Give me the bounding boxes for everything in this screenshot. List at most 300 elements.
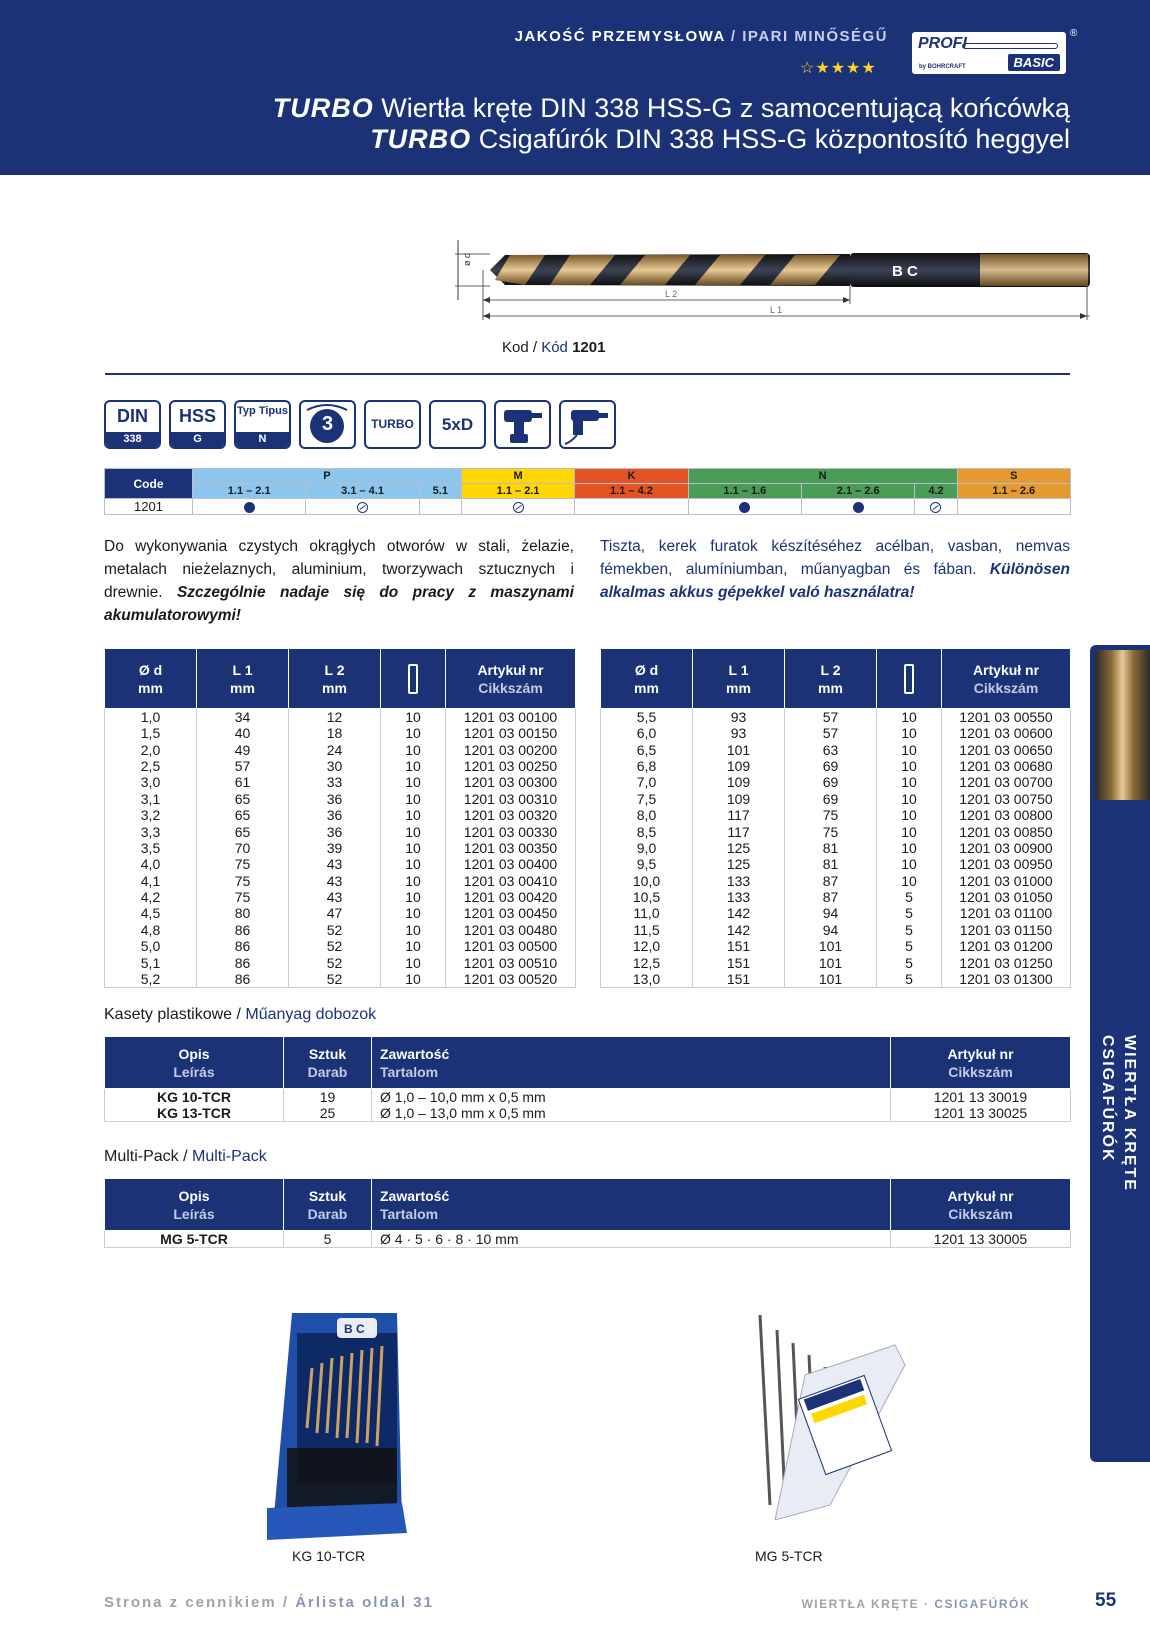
article-no-cell: 1201 03 00850 xyxy=(942,823,1071,839)
length-l1-cell: 93 xyxy=(693,725,785,741)
table-row xyxy=(105,971,576,988)
multipack-table xyxy=(104,1178,1071,1248)
description-pl xyxy=(104,535,574,627)
diameter-cell: 5,2 xyxy=(105,971,197,988)
diameter-cell: 8,5 xyxy=(601,823,693,839)
length-l1-cell: 117 xyxy=(693,823,785,839)
article-no-cell: 1201 03 01250 xyxy=(942,954,1071,970)
length-l2-cell: 52 xyxy=(289,938,381,954)
length-l2-cell: 33 xyxy=(289,774,381,790)
col-d-unit: mm xyxy=(138,679,163,696)
col-l1-unit: mm xyxy=(230,679,255,696)
footer-price-ref xyxy=(104,1594,434,1611)
article-no-cell: 1201 03 00450 xyxy=(446,905,576,921)
length-l2-cell: 69 xyxy=(785,774,877,790)
col-zawartosc xyxy=(372,1179,891,1231)
limited-circle-icon xyxy=(513,502,524,513)
length-l1-cell: 125 xyxy=(693,856,785,872)
length-l2-cell: 94 xyxy=(785,905,877,921)
kod-pl: Kod / xyxy=(502,339,542,356)
length-l2-cell: 69 xyxy=(785,758,877,774)
description-hu-emphasis: Különösen alkalmas akkus gépekkel való használatra! xyxy=(600,561,1070,601)
pack-box-icon xyxy=(408,664,418,694)
pack-qty-cell: 10 xyxy=(381,873,446,889)
table-row xyxy=(601,856,1071,872)
photo-caption-kg10: KG 10-TCR xyxy=(292,1548,366,1564)
article-no-cell: 1201 03 00600 xyxy=(942,725,1071,741)
cases-heading xyxy=(104,1006,376,1024)
diameter-cell: 3,3 xyxy=(105,823,197,839)
article-no-cell: 1201 03 00200 xyxy=(446,741,576,757)
footer-price-hu: Árlista oldal 31 xyxy=(295,1594,434,1611)
range-p-1: 1.1 – 2.1 xyxy=(193,484,306,499)
material-mark-7 xyxy=(915,499,957,515)
table-row xyxy=(105,709,576,726)
diameter-cell: 10,5 xyxy=(601,889,693,905)
pack-qty-cell: 10 xyxy=(381,725,446,741)
cases-heading-pl: Kasety plastikowe / xyxy=(104,1006,246,1023)
table-row xyxy=(601,954,1071,970)
col-d xyxy=(601,649,693,709)
length-l2-cell: 101 xyxy=(785,954,877,970)
col-l1 xyxy=(197,649,289,709)
article-no-cell: 1201 03 00650 xyxy=(942,741,1071,757)
pack-qty-cell: 5 xyxy=(877,922,942,938)
turbo-icon xyxy=(364,400,421,449)
article-no-cell: 1201 03 00900 xyxy=(942,840,1071,856)
col-article-hu: Cikkszám xyxy=(973,679,1039,696)
pack-qty-cell: 5 xyxy=(877,889,942,905)
diameter-cell: 12,0 xyxy=(601,938,693,954)
set-name-cell: MG 5-TCR xyxy=(105,1231,284,1248)
diameter-cell: 9,5 xyxy=(601,856,693,872)
title-pl-brand: TURBO xyxy=(272,93,374,123)
table-row xyxy=(105,758,576,774)
col-opis-label: Opis xyxy=(178,1045,210,1062)
corded-drill-icon xyxy=(559,400,616,449)
table-row xyxy=(105,823,576,839)
col-article-hu: Cikkszám xyxy=(478,679,543,696)
length-l2-cell: 39 xyxy=(289,840,381,856)
diameter-cell: 2,5 xyxy=(105,758,197,774)
length-l1-cell: 65 xyxy=(197,823,289,839)
side-drill-image xyxy=(1095,650,1150,800)
article-no-cell: 1201 03 00420 xyxy=(446,889,576,905)
range-n-3: 4.2 xyxy=(915,484,957,499)
drill-shank-tip xyxy=(980,254,1088,286)
table-row xyxy=(105,840,576,856)
diameter-cell: 1,5 xyxy=(105,725,197,741)
limited-circle-icon xyxy=(930,502,941,513)
col-l1-label: L 1 xyxy=(728,661,749,678)
hss-icon-bottom: G xyxy=(171,432,224,447)
pack-qty-cell: 10 xyxy=(877,774,942,790)
article-no-cell: 1201 03 00330 xyxy=(446,823,576,839)
pack-qty-cell: 10 xyxy=(381,905,446,921)
footer-section xyxy=(801,1597,1030,1611)
material-mark-6 xyxy=(802,499,915,515)
col-l1-label: L 1 xyxy=(232,661,253,678)
length-l2-cell: 36 xyxy=(289,791,381,807)
col-d-label: Ø d xyxy=(634,661,659,678)
dim-l2-label: L 2 xyxy=(665,289,678,299)
col-article xyxy=(446,649,576,709)
code-header: Code xyxy=(105,469,193,499)
table-row xyxy=(105,938,576,954)
col-artykul-label: Artykuł nr xyxy=(947,1045,1014,1062)
length-l2-cell: 24 xyxy=(289,741,381,757)
col-pack xyxy=(381,649,446,709)
header-band xyxy=(0,0,1150,175)
length-l2-cell: 43 xyxy=(289,873,381,889)
range-m-1: 1.1 – 2.1 xyxy=(461,484,574,499)
table-row xyxy=(105,873,576,889)
quality-separator: / xyxy=(725,28,743,45)
article-no-cell: 1201 03 00400 xyxy=(446,856,576,872)
set-content-cell: Ø 1,0 – 10,0 mm x 0,5 mm xyxy=(372,1089,891,1106)
pack-qty-cell: 10 xyxy=(877,741,942,757)
length-l1-cell: 109 xyxy=(693,758,785,774)
length-l1-cell: 109 xyxy=(693,774,785,790)
length-l1-cell: 151 xyxy=(693,954,785,970)
article-no-cell: 1201 03 00410 xyxy=(446,873,576,889)
col-opis xyxy=(105,1037,284,1089)
drill-brand: B C xyxy=(892,263,918,280)
diameter-cell: 12,5 xyxy=(601,954,693,970)
title-hu-text: Csigafúrók DIN 338 HSS-G központosító heggyel xyxy=(471,124,1070,154)
col-zawartosc-hu: Tartalom xyxy=(380,1063,439,1080)
table-row xyxy=(601,758,1071,774)
diameter-cell: 13,0 xyxy=(601,971,693,988)
diameter-cell: 6,0 xyxy=(601,725,693,741)
set-count-cell: 5 xyxy=(284,1231,372,1248)
pack-qty-cell: 5 xyxy=(877,954,942,970)
length-l1-cell: 49 xyxy=(197,741,289,757)
pack-qty-cell: 10 xyxy=(381,971,446,988)
split-point-icon xyxy=(299,400,356,449)
title-pl-text: Wiertła kręte DIN 338 HSS-G z samocentującą końcówką xyxy=(373,93,1070,123)
col-zawartosc-hu: Tartalom xyxy=(380,1205,439,1222)
table-row xyxy=(105,1105,1071,1122)
col-opis-label: Opis xyxy=(178,1187,210,1204)
article-no-cell: 1201 03 00300 xyxy=(446,774,576,790)
length-l2-cell: 63 xyxy=(785,741,877,757)
side-tab-line2: CSIGAFÚRÓK xyxy=(1099,1035,1116,1163)
range-n-2: 2.1 – 2.6 xyxy=(802,484,915,499)
diameter-cell: 11,0 xyxy=(601,905,693,921)
material-mark-5 xyxy=(688,499,801,515)
set-content-cell: Ø 4 · 5 · 6 · 8 · 10 mm xyxy=(372,1231,891,1248)
material-mark-2 xyxy=(419,499,461,515)
page-number: 55 xyxy=(1095,1590,1117,1611)
quality-label xyxy=(515,28,888,45)
table-row xyxy=(601,791,1071,807)
suitable-dot-icon xyxy=(244,502,255,513)
pack-qty-cell: 10 xyxy=(877,840,942,856)
col-l2 xyxy=(289,649,381,709)
article-no-cell: 1201 03 01150 xyxy=(942,922,1071,938)
split-point-number: 3 xyxy=(321,413,334,435)
side-tab-line1: WIERTŁA KRĘTE xyxy=(1121,1035,1138,1192)
length-l1-cell: 86 xyxy=(197,922,289,938)
article-no-cell: 1201 03 00550 xyxy=(942,709,1071,726)
length-l1-cell: 133 xyxy=(693,889,785,905)
pack-qty-cell: 10 xyxy=(381,807,446,823)
registered-mark: ® xyxy=(1070,28,1078,39)
length-l1-cell: 133 xyxy=(693,873,785,889)
table-row xyxy=(105,725,576,741)
set-article-cell: 1201 13 30025 xyxy=(891,1105,1071,1122)
logo-profi: PROFI xyxy=(918,35,967,52)
table-row xyxy=(105,741,576,757)
table-row xyxy=(601,873,1071,889)
pack-qty-cell: 10 xyxy=(381,922,446,938)
length-l2-cell: 12 xyxy=(289,709,381,726)
length-l2-cell: 52 xyxy=(289,922,381,938)
length-l2-cell: 81 xyxy=(785,856,877,872)
diameter-cell: 5,1 xyxy=(105,954,197,970)
quality-pl: JAKOŚĆ PRZEMYSŁOWA xyxy=(514,28,726,45)
length-l1-cell: 57 xyxy=(197,758,289,774)
title-hu xyxy=(370,124,1070,155)
pack-qty-cell: 10 xyxy=(877,725,942,741)
material-mark-3 xyxy=(461,499,574,515)
type-icon xyxy=(234,400,291,449)
length-l2-cell: 87 xyxy=(785,873,877,889)
col-article xyxy=(942,649,1071,709)
table-row xyxy=(105,807,576,823)
group-s: S xyxy=(957,469,1070,484)
pack-qty-cell: 10 xyxy=(877,791,942,807)
group-p: P xyxy=(193,469,462,484)
col-opis-hu: Leírás xyxy=(173,1063,215,1080)
pack-qty-cell: 10 xyxy=(381,823,446,839)
group-m: M xyxy=(461,469,574,484)
col-sztuk xyxy=(284,1179,372,1231)
article-no-cell: 1201 03 00750 xyxy=(942,791,1071,807)
logo-basic: BASIC xyxy=(1008,54,1060,71)
din-icon-top: DIN xyxy=(117,406,148,426)
table-row xyxy=(601,938,1071,954)
material-mark-8 xyxy=(957,499,1070,515)
diameter-cell: 7,5 xyxy=(601,791,693,807)
col-l2-unit: mm xyxy=(818,679,843,696)
description-pl-emphasis: Szczególnie nadaje się do pracy z maszynami akumulatorowymi! xyxy=(104,584,574,624)
table-row xyxy=(105,791,576,807)
pack-qty-cell: 10 xyxy=(381,774,446,790)
description-hu-text: Tiszta, kerek furatok készítéséhez acélban, vasban, nemvas fémekben, alumíniumban, műanyagban és fában. xyxy=(600,538,1070,578)
article-no-cell: 1201 03 00310 xyxy=(446,791,576,807)
length-l1-cell: 109 xyxy=(693,791,785,807)
turbo-icon-label: TURBO xyxy=(371,417,414,431)
rating-stars: ☆★★★★ xyxy=(800,60,877,77)
title-pl xyxy=(273,93,1070,124)
set-article-cell: 1201 13 30019 xyxy=(891,1089,1071,1106)
set-count-cell: 19 xyxy=(284,1089,372,1106)
length-l2-cell: 94 xyxy=(785,922,877,938)
dim-l1-label: L 1 xyxy=(770,305,783,315)
pack-qty-cell: 10 xyxy=(381,741,446,757)
length-l1-cell: 75 xyxy=(197,856,289,872)
cases-heading-hu: Műanyag dobozok xyxy=(245,1006,377,1023)
col-l2-label: L 2 xyxy=(820,661,841,678)
article-no-cell: 1201 03 00500 xyxy=(446,938,576,954)
title-hu-brand: TURBO xyxy=(370,124,472,154)
footer-section-pl: WIERTŁA KRĘTE · xyxy=(801,1597,935,1611)
pack-qty-cell: 5 xyxy=(877,938,942,954)
kod-hu: Kód xyxy=(541,339,573,356)
diameter-cell: 6,8 xyxy=(601,758,693,774)
diameter-cell: 4,8 xyxy=(105,922,197,938)
article-no-cell: 1201 03 00700 xyxy=(942,774,1071,790)
article-no-cell: 1201 03 01200 xyxy=(942,938,1071,954)
article-no-cell: 1201 03 00320 xyxy=(446,807,576,823)
length-l1-cell: 125 xyxy=(693,840,785,856)
description-pl-text: Do wykonywania czystych okrągłych otworów w stali, żelazie, metalach nieżelaznych, aluminium, tworzywach sztucznych i drewnie. xyxy=(104,538,574,601)
length-l1-cell: 151 xyxy=(693,938,785,954)
col-l1-unit: mm xyxy=(726,679,751,696)
length-l1-cell: 86 xyxy=(197,938,289,954)
diameter-cell: 4,2 xyxy=(105,889,197,905)
table-row xyxy=(601,774,1071,790)
diameter-cell: 10,0 xyxy=(601,873,693,889)
col-l1 xyxy=(693,649,785,709)
din-icon xyxy=(104,400,161,449)
table-row xyxy=(105,922,576,938)
5xd-icon-label: 5xD xyxy=(441,415,474,434)
diameter-cell: 4,0 xyxy=(105,856,197,872)
hss-icon xyxy=(169,400,226,449)
type-icon-top: Typ Tipus xyxy=(237,405,288,417)
hss-icon-top: HSS xyxy=(178,406,216,426)
col-artykul xyxy=(891,1179,1071,1231)
feature-icons xyxy=(104,400,616,449)
suitable-dot-icon xyxy=(853,502,864,513)
article-no-cell: 1201 03 01300 xyxy=(942,971,1071,988)
pack-qty-cell: 10 xyxy=(381,709,446,726)
material-table xyxy=(104,468,1071,515)
drill-drawing xyxy=(450,240,1090,340)
diameter-cell: 3,0 xyxy=(105,774,197,790)
article-no-cell: 1201 03 01100 xyxy=(942,905,1071,921)
diameter-cell: 5,0 xyxy=(105,938,197,954)
col-sztuk-label: Sztuk xyxy=(308,1187,347,1204)
mg5-pack-photo xyxy=(745,1305,915,1520)
table-row xyxy=(105,856,576,872)
table-row xyxy=(105,954,576,970)
pack-qty-cell: 10 xyxy=(877,758,942,774)
pack-qty-cell: 10 xyxy=(877,823,942,839)
col-sztuk-hu: Darab xyxy=(307,1063,348,1080)
col-sztuk-hu: Darab xyxy=(307,1205,348,1222)
length-l1-cell: 75 xyxy=(197,873,289,889)
col-l2-unit: mm xyxy=(322,679,347,696)
length-l2-cell: 81 xyxy=(785,840,877,856)
suitable-dot-icon xyxy=(739,502,750,513)
table-row xyxy=(105,905,576,921)
length-l1-cell: 117 xyxy=(693,807,785,823)
side-tab-label xyxy=(1096,1035,1140,1192)
length-l1-cell: 101 xyxy=(693,741,785,757)
set-content-cell: Ø 1,0 – 13,0 mm x 0,5 mm xyxy=(372,1105,891,1122)
set-name-cell: KG 10-TCR xyxy=(105,1089,284,1106)
side-tab xyxy=(1090,645,1150,1462)
article-no-cell: 1201 03 00510 xyxy=(446,954,576,970)
table-row xyxy=(601,889,1071,905)
col-zawartosc xyxy=(372,1037,891,1089)
footer-section-hu: CSIGAFÚRÓK xyxy=(934,1597,1030,1611)
col-l2-label: L 2 xyxy=(324,661,345,678)
type-icon-bottom: N xyxy=(236,432,289,447)
col-l2 xyxy=(785,649,877,709)
multipack-heading-pl: Multi-Pack / xyxy=(104,1148,193,1165)
col-artykul-hu: Cikkszám xyxy=(948,1205,1013,1222)
length-l2-cell: 36 xyxy=(289,823,381,839)
length-l1-cell: 65 xyxy=(197,791,289,807)
article-no-cell: 1201 03 00680 xyxy=(942,758,1071,774)
diameter-cell: 2,0 xyxy=(105,741,197,757)
article-no-cell: 1201 03 01000 xyxy=(942,873,1071,889)
length-l2-cell: 57 xyxy=(785,725,877,741)
table-row xyxy=(601,971,1071,988)
length-l2-cell: 75 xyxy=(785,823,877,839)
length-l2-cell: 47 xyxy=(289,905,381,921)
multipack-heading-hu: Multi-Pack xyxy=(192,1148,267,1165)
dimension-table-right xyxy=(600,648,1071,988)
table-row xyxy=(601,725,1071,741)
col-opis-hu: Leírás xyxy=(173,1205,215,1222)
diameter-cell: 3,2 xyxy=(105,807,197,823)
footer-price-pl: Strona z cennikiem / xyxy=(104,1594,296,1611)
article-no-cell: 1201 03 00480 xyxy=(446,922,576,938)
table-row xyxy=(105,889,576,905)
length-l1-cell: 34 xyxy=(197,709,289,726)
length-l2-cell: 87 xyxy=(785,889,877,905)
pack-qty-cell: 10 xyxy=(381,856,446,872)
pack-qty-cell: 10 xyxy=(877,856,942,872)
limited-circle-icon xyxy=(357,502,368,513)
diameter-cell: 4,1 xyxy=(105,873,197,889)
5xd-icon xyxy=(429,400,486,449)
quality-hu: IPARI MINŐSÉGŰ xyxy=(742,28,888,45)
length-l1-cell: 93 xyxy=(693,709,785,726)
length-l2-cell: 30 xyxy=(289,758,381,774)
col-artykul xyxy=(891,1037,1071,1089)
diameter-cell: 3,1 xyxy=(105,791,197,807)
col-d-label: Ø d xyxy=(138,661,163,678)
col-opis xyxy=(105,1179,284,1231)
dimension-table-left xyxy=(104,648,576,988)
table-row xyxy=(601,905,1071,921)
group-k: K xyxy=(575,469,688,484)
pack-qty-cell: 10 xyxy=(381,758,446,774)
length-l2-cell: 101 xyxy=(785,971,877,988)
kg10-case-photo xyxy=(262,1308,422,1543)
length-l2-cell: 52 xyxy=(289,971,381,988)
group-n: N xyxy=(688,469,957,484)
length-l2-cell: 101 xyxy=(785,938,877,954)
pack-qty-cell: 10 xyxy=(877,709,942,726)
pack-box-icon xyxy=(904,664,914,694)
length-l2-cell: 52 xyxy=(289,954,381,970)
article-no-cell: 1201 03 00100 xyxy=(446,709,576,726)
dim-d-label: ø d xyxy=(462,252,472,266)
diameter-cell: 5,5 xyxy=(601,709,693,726)
article-no-cell: 1201 03 00150 xyxy=(446,725,576,741)
length-l1-cell: 40 xyxy=(197,725,289,741)
table-row xyxy=(601,741,1071,757)
col-zawartosc-label: Zawartość xyxy=(380,1187,450,1204)
